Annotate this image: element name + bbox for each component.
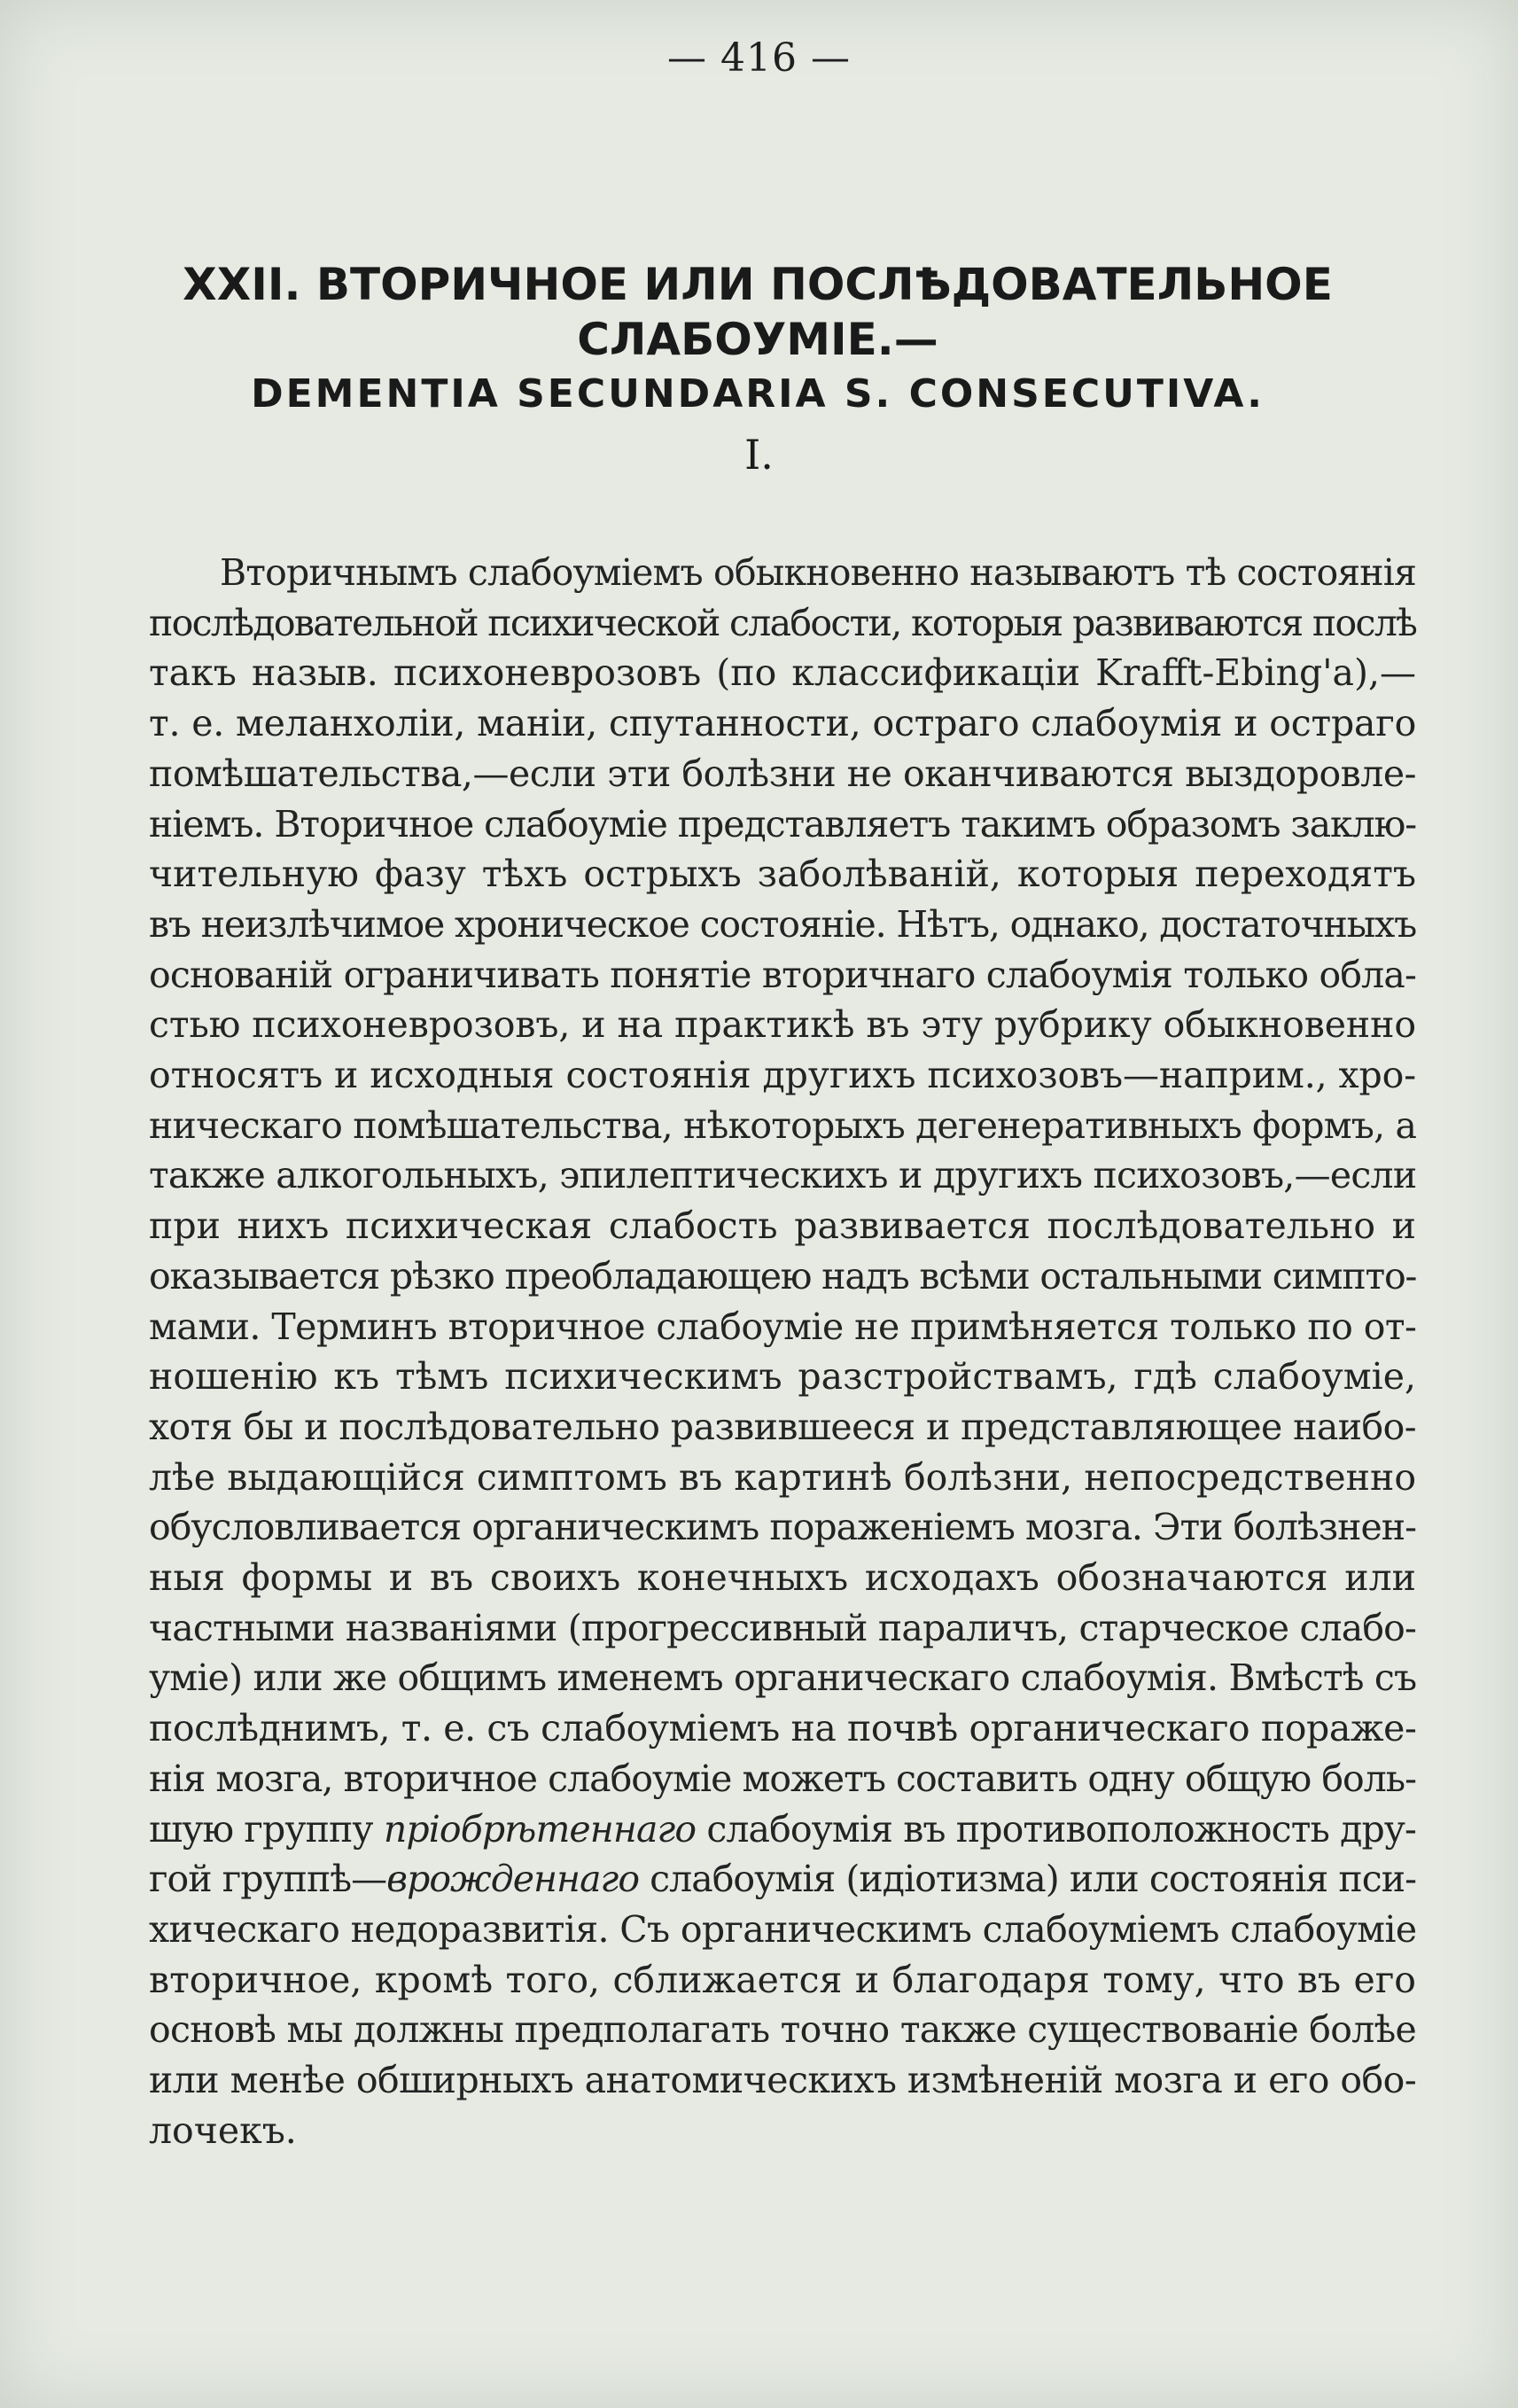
- text-segment: хотя бы и послѣдовательно развившееся и представляющее наибо-: [149, 1405, 1416, 1448]
- text-segment: лѣе выдающійся симптомъ въ картинѣ болѣзни, непосредственно: [149, 1455, 1416, 1499]
- chapter-heading: [115, 257, 1400, 422]
- page-number: — 416 —: [667, 35, 851, 81]
- text-line: [149, 1352, 1416, 1402]
- text-segment: ношенію къ тѣмъ психическимъ разстройствамъ, гдѣ слабоуміе,: [149, 1355, 1416, 1399]
- text-line: [149, 698, 1416, 749]
- chapter-title-latin: DEMENTIA SECUNDARIA S. CONSECUTIVA.: [251, 371, 1265, 417]
- text-segment: шую группу: [149, 1807, 384, 1851]
- text-line: [149, 648, 1416, 698]
- text-segment: ническаго помѣшательства, нѣкоторыхъ дегенеративныхъ формъ, а: [149, 1103, 1417, 1147]
- text-line: [149, 799, 1416, 850]
- text-line: [149, 1101, 1416, 1151]
- text-segment: Вторичнымъ слабоуміемъ обыкновенно называютъ тѣ состоянія: [220, 551, 1417, 594]
- text-segment: оказывается рѣзко преобладающею надъ всѣми остальными симпто-: [149, 1254, 1417, 1298]
- text-line: [149, 1703, 1416, 1754]
- text-line: [149, 1804, 1416, 1855]
- text-segment: слабоумія въ противоположность дру-: [696, 1807, 1416, 1851]
- text-segment: основаній ограничивать понятіе вторичнаго слабоумія только обла-: [149, 953, 1416, 996]
- text-segment: гой группѣ—: [149, 1858, 387, 1901]
- text-line: [149, 1000, 1416, 1050]
- text-segment: мами. Терминъ вторичное слабоуміе не примѣняется только по от-: [149, 1305, 1417, 1348]
- text-segment: относятъ и исходныя состоянія другихъ психозовъ—наприм., хро-: [149, 1054, 1416, 1097]
- text-segment: стью психоневрозовъ, и на практикѣ въ эту рубрику обыкновенно: [149, 1003, 1416, 1047]
- text-line: [149, 1905, 1416, 1955]
- text-segment: основѣ мы должны предполагать точно также существованіе болѣе: [149, 2008, 1417, 2052]
- text-segment: т. е. меланхоліи, маніи, спутанности, остраго слабоумія и остраго: [149, 702, 1417, 745]
- text-segment: при нихъ психическая слабость развивается послѣдовательно и: [149, 1204, 1416, 1248]
- text-line: [149, 1302, 1416, 1352]
- text-line: [149, 1553, 1416, 1603]
- text-segment: частными названіями (прогрессивный параличъ, старческое слабо-: [149, 1606, 1416, 1649]
- text-line: [149, 1150, 1416, 1201]
- text-line: [149, 1050, 1416, 1101]
- chapter-title-russian: XXII. ВТОРИЧНОЕ ИЛИ ПОСЛѢДОВАТЕЛЬНОЕ СЛАБОУМІЕ.—: [183, 259, 1333, 365]
- text-segment: послѣдовательной психической слабости, которыя развиваются послѣ: [149, 601, 1417, 644]
- text-segment: лочекъ.: [149, 2108, 297, 2152]
- text-segment: такъ назыв. психоневрозовъ (по классификаціи Krafft-Ebing'a),—: [149, 651, 1416, 695]
- text-segment: ніемъ. Вторичное слабоуміе представляетъ такимъ образомъ заклю-: [149, 802, 1416, 846]
- text-line: [149, 1653, 1416, 1703]
- text-line: [149, 849, 1416, 900]
- text-segment: вторичное, кромѣ того, сближается и благодаря тому, что въ его: [149, 1958, 1416, 2001]
- text-line: [149, 2106, 1416, 2156]
- text-segment: также алкогольныхъ, эпилептическихъ и другихъ психозовъ,—если: [149, 1154, 1417, 1197]
- text-line: [149, 1854, 1416, 1905]
- section-number: I.: [744, 431, 774, 479]
- text-line: [149, 1251, 1416, 1302]
- text-line: [149, 1955, 1416, 2006]
- text-line: [149, 1402, 1416, 1453]
- text-segment: хическаго недоразвитія. Съ органическимъ слабоуміемъ слабоуміе: [149, 1907, 1417, 1951]
- text-segment: въ неизлѣчимое хроническое состояніе. Нѣтъ, однако, достаточныхъ: [149, 902, 1416, 946]
- text-line: [149, 1201, 1416, 1251]
- text-line: [149, 2005, 1416, 2055]
- text-line: [149, 1754, 1416, 1804]
- text-segment: уміе) или же общимъ именемъ органическаго слабоумія. Вмѣстѣ съ: [149, 1656, 1417, 1700]
- text-segment: ныя формы и въ своихъ конечныхъ исходахъ обозначаются или: [149, 1556, 1416, 1600]
- text-line: [149, 2055, 1416, 2106]
- text-line: [149, 1453, 1416, 1503]
- text-line: [149, 749, 1416, 799]
- text-line: [149, 900, 1416, 950]
- text-segment: или менѣе обширныхъ анатомическихъ измѣненій мозга и его обо-: [149, 2059, 1417, 2102]
- italic-term: врожденнаго: [386, 1858, 640, 1901]
- text-line: [149, 950, 1416, 1001]
- text-segment: слабоумія (идіотизма) или состоянія пси-: [639, 1858, 1416, 1901]
- text-line: [149, 1502, 1416, 1553]
- body-paragraph: [149, 548, 1416, 2156]
- text-segment: обусловливается органическимъ пораженіемъ мозга. Эти болѣзнен-: [149, 1506, 1416, 1549]
- text-segment: нія мозга, вторичное слабоуміе можетъ составить одну общую боль-: [149, 1757, 1416, 1800]
- text-line: [149, 598, 1416, 649]
- text-segment: чительную фазу тѣхъ острыхъ заболѣваній, которыя переходятъ: [149, 853, 1416, 896]
- text-segment: послѣднимъ, т. е. съ слабоуміемъ на почвѣ органическаго пораже-: [149, 1707, 1417, 1750]
- text-line: [149, 1603, 1416, 1654]
- italic-term: пріобрѣтеннаго: [383, 1807, 697, 1851]
- text-segment: помѣшательства,—если эти болѣзни не оканчиваются выздоровле-: [149, 752, 1416, 795]
- text-line: [149, 548, 1416, 598]
